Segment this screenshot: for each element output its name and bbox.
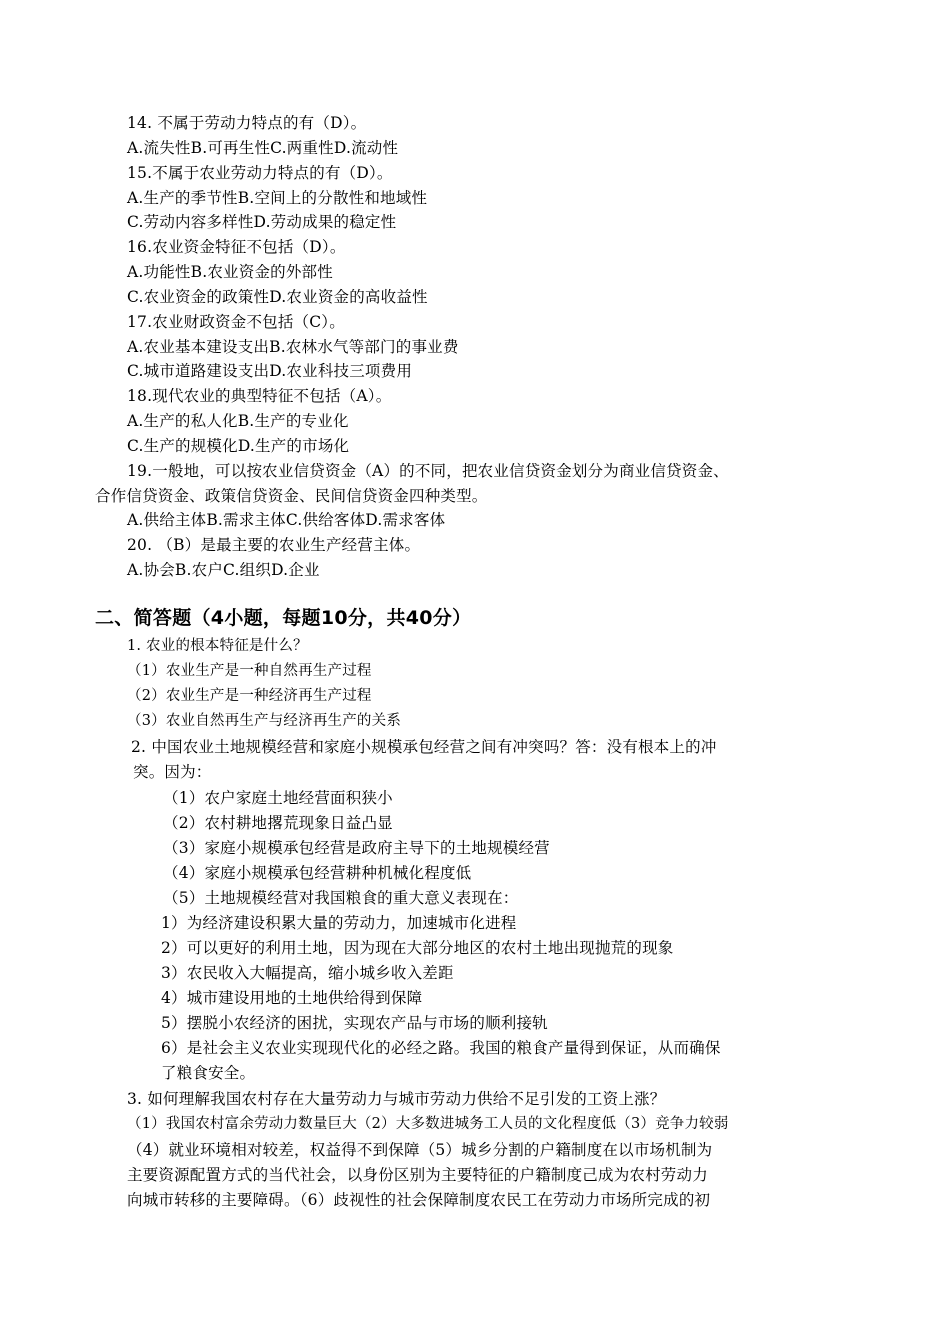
short-answer-2-reason-1: （1）农户家庭土地经营面积狭小: [163, 789, 393, 807]
question-20-options: A.协会B.农户C.组织D.企业: [127, 561, 320, 579]
question-20: 20. （B）是最主要的农业生产经营主体。: [127, 536, 421, 554]
short-answer-2-reason-2: （2）农村耕地撂荒现象日益凸显: [163, 814, 393, 832]
short-question-2-line-2: 突。因为：: [133, 763, 212, 781]
short-answer-3-line-2: （4）就业环境相对较差，权益得不到保障（5）城乡分割的户籍制度在以市场机制为: [127, 1141, 713, 1159]
short-answer-3-line-1: （1）我国农村富余劳动力数量巨大（2）大多数进城务工人员的文化程度低（3）竞争力较弱: [127, 1116, 729, 1132]
question-16: 16.农业资金特征不包括（D）。: [127, 238, 346, 256]
question-17-options-2: C.城市道路建设支出D.农业科技三项费用: [127, 362, 413, 380]
short-answer-2-sub-2: 2）可以更好的利用土地，因为现在大部分地区的农村土地出现抛荒的现象: [161, 939, 674, 957]
question-17: 17.农业财政资金不包括（C）。: [127, 313, 345, 331]
short-answer-1-point-3: （3）农业自然再生产与经济再生产的关系: [127, 713, 402, 729]
question-15: 15.不属于农业劳动力特点的有（D）。: [127, 164, 393, 182]
section-heading: 二、简答题（4小题，每题10分，共40分）: [95, 607, 472, 629]
question-15-options-2: C.劳动内容多样性D.劳动成果的稳定性: [127, 213, 397, 231]
short-answer-3-line-4: 向城市转移的主要障碍。（6）歧视性的社会保障制度农民工在劳动力市场所完成的初: [127, 1191, 711, 1209]
short-question-3: 3. 如何理解我国农村存在大量劳动力与城市劳动力供给不足引发的工资上涨？: [127, 1090, 666, 1108]
question-19-line-1: 19.一般地，可以按农业信贷资金（A）的不同，把农业信贷资金划分为商业信贷资金、: [127, 462, 729, 480]
question-16-options-1: A.功能性B.农业资金的外部性: [127, 263, 333, 281]
short-answer-1-point-1: （1）农业生产是一种自然再生产过程: [127, 663, 372, 679]
question-14-options: A.流失性B.可再生性C.两重性D.流动性: [127, 139, 399, 157]
short-answer-2-sub-3: 3）农民收入大幅提高，缩小城乡收入差距: [161, 964, 454, 982]
short-answer-1-point-2: （2）农业生产是一种经济再生产过程: [127, 688, 372, 704]
question-15-options-1: A.生产的季节性B.空间上的分散性和地域性: [127, 189, 428, 207]
short-answer-2-sub-4: 4）城市建设用地的土地供给得到保障: [161, 989, 423, 1007]
short-question-2-line-1: 2. 中国农业土地规模经营和家庭小规模承包经营之间有冲突吗？答：没有根本上的冲: [131, 738, 717, 756]
question-18-options-1: A.生产的私人化B.生产的专业化: [127, 412, 349, 430]
question-19-line-2: 合作信贷资金、政策信贷资金、民间信贷资金四种类型。: [95, 487, 488, 505]
question-16-options-2: C.农业资金的政策性D.农业资金的高收益性: [127, 288, 428, 306]
question-18: 18.现代农业的典型特征不包括（A）。: [127, 387, 392, 405]
short-answer-2-reason-4: （4）家庭小规模承包经营耕种机械化程度低: [163, 864, 472, 882]
short-answer-2-sub-6-line-2: 了粮食安全。: [161, 1064, 256, 1082]
short-answer-2-sub-1: 1）为经济建设积累大量的劳动力，加速城市化进程: [161, 914, 517, 932]
short-answer-2-sub-5: 5）摆脱小农经济的困扰，实现农产品与市场的顺利接轨: [161, 1014, 548, 1032]
short-answer-2-sub-6-line-1: 6）是社会主义农业实现现代化的必经之路。我国的粮食产量得到保证，从而确保: [161, 1039, 721, 1057]
short-answer-3-line-3: 主要资源配置方式的当代社会，以身份区别为主要特征的户籍制度己成为农村劳动力: [127, 1166, 708, 1184]
short-answer-2-reason-3: （3）家庭小规模承包经营是政府主导下的土地规模经营: [163, 839, 550, 857]
question-17-options-1: A.农业基本建设支出B.农林水气等部门的事业费: [127, 338, 459, 356]
short-answer-2-reason-5: （5）土地规模经营对我国粮食的重大意义表现在：: [163, 889, 519, 907]
short-question-1: 1. 农业的根本特征是什么？: [127, 638, 308, 654]
question-18-options-2: C.生产的规模化D.生产的市场化: [127, 437, 350, 455]
question-19-options: A.供给主体B.需求主体C.供给客体D.需求客体: [127, 511, 446, 529]
question-14: 14. 不属于劳动力特点的有（D）。: [127, 114, 367, 132]
